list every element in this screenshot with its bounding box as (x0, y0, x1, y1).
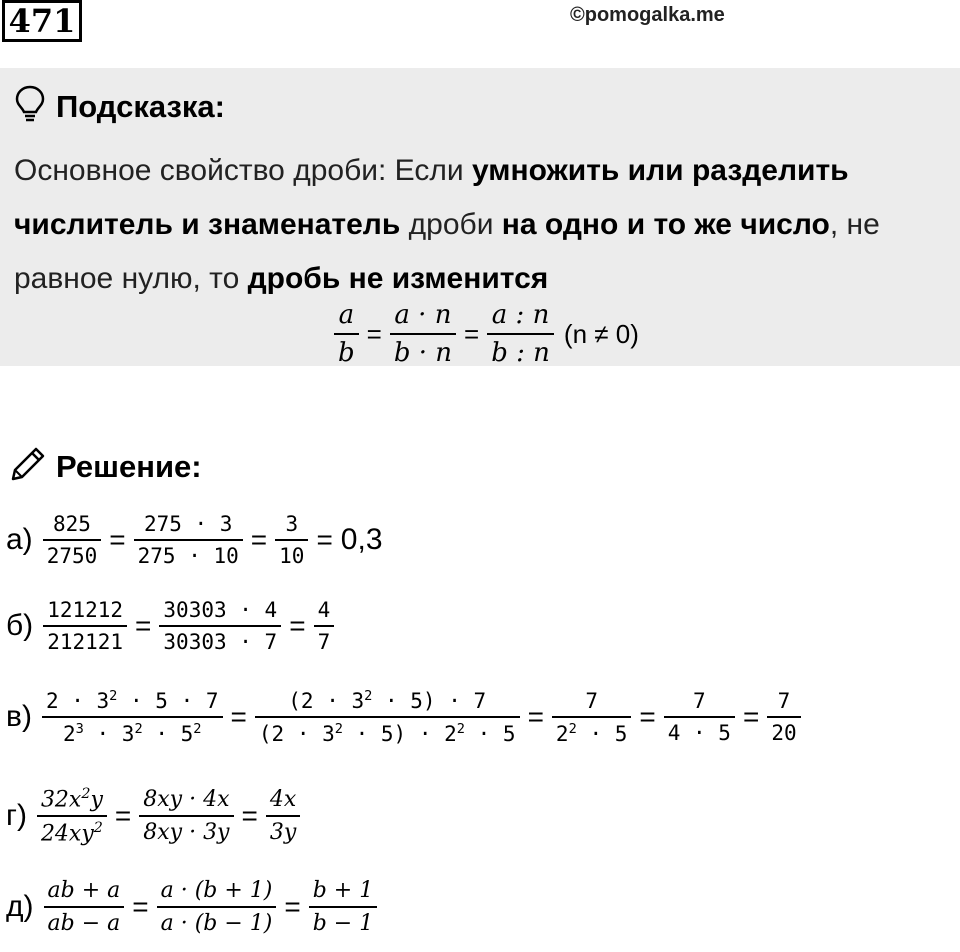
denominator: 7 (317, 630, 331, 654)
numerator: $32x^2y$ (40, 786, 103, 813)
fraction (552, 689, 631, 746)
denominator: $24xy^2$ (40, 820, 103, 847)
fraction (44, 878, 125, 936)
hint-text-part: дроби (400, 208, 502, 241)
numerator: 8xy · 4x (143, 787, 230, 813)
row-label: а) (6, 523, 33, 556)
denominator: b − 1 (312, 911, 374, 936)
numerator: ab + a (47, 878, 121, 903)
solution-header (10, 446, 202, 487)
fraction (157, 878, 277, 936)
denominator: 20 (771, 721, 797, 745)
hint-title: Подсказка: (56, 88, 225, 124)
numerator: 7 (777, 689, 791, 713)
numerator: a · (b + 1) (160, 878, 273, 903)
fraction (255, 688, 520, 746)
numerator: a · n (394, 300, 452, 330)
fraction (390, 300, 456, 368)
row-label: б) (6, 609, 34, 642)
denominator: b · n (393, 338, 453, 368)
denominator: 30303 · 7 (163, 630, 278, 654)
hint-bold-part: на одно и то же число (501, 208, 830, 241)
fraction (309, 878, 378, 936)
numerator: a (338, 300, 355, 330)
equals-sign: = (742, 701, 760, 732)
solution-row-c (6, 688, 805, 746)
numerator: $2 \cdot 3^2 \cdot 5 \cdot 7$ (45, 688, 219, 713)
denominator: b (338, 338, 355, 368)
solution-row-d (6, 786, 304, 847)
denominator: $(2 \cdot 3^2 \cdot 5) \cdot 2^2 \cdot 5$ (258, 721, 516, 746)
numerator: 30303 · 4 (163, 598, 278, 622)
row-label: д) (6, 890, 34, 923)
denominator: ab − a (47, 911, 121, 936)
row-label: в) (6, 700, 32, 733)
hint-header (14, 84, 225, 129)
numerator: 7 (693, 689, 706, 713)
equals-sign: = (366, 318, 382, 349)
denominator: b : n (491, 338, 550, 368)
fraction (767, 689, 800, 745)
hint-bold-part: умножить или разделить (471, 154, 849, 187)
denominator: 212121 (47, 630, 124, 654)
equals-sign: = (132, 891, 149, 922)
denominator: 3y (269, 820, 297, 846)
equals-sign: = (241, 800, 258, 832)
hint-bold-part: дробь не изменится (247, 262, 549, 295)
fraction (159, 598, 281, 654)
denominator: 8xy · 3y (143, 820, 230, 846)
fraction (334, 300, 359, 368)
equals-sign: = (114, 800, 132, 832)
hint-bold-part: числитель и знаменатель (14, 208, 401, 241)
solution-row-a (6, 512, 383, 568)
fraction (42, 688, 223, 746)
solution-row-b (6, 598, 338, 654)
fraction (314, 598, 335, 654)
task-number: 471 (2, 0, 82, 42)
fraction (43, 512, 102, 568)
equals-sign: = (230, 701, 247, 732)
result: 0,3 (340, 523, 383, 556)
equals-sign: = (639, 701, 656, 732)
lightbulb-icon (14, 84, 46, 129)
fraction (275, 512, 308, 568)
row-label: г) (6, 799, 27, 833)
fraction (139, 787, 233, 845)
denominator: 275 · 10 (137, 544, 239, 568)
equals-sign: = (464, 318, 480, 349)
hint-formula (330, 300, 639, 368)
denominator: a · (b − 1) (160, 911, 273, 936)
pencil-icon (10, 446, 46, 487)
fraction (266, 787, 300, 845)
equals-sign: = (289, 610, 306, 641)
condition: (n ≠ 0) (563, 318, 639, 349)
numerator: 7 (585, 688, 598, 713)
numerator: a : n (491, 300, 550, 330)
hint-text (14, 144, 954, 306)
equals-sign: = (135, 610, 152, 641)
numerator: $(2 \cdot 3^2 \cdot 5) \cdot 7$ (288, 688, 487, 713)
numerator: 275 · 3 (143, 512, 233, 536)
denominator: 10 (279, 544, 305, 568)
solution-title: Решение: (56, 448, 202, 484)
numerator: 3 (285, 512, 299, 536)
numerator: b + 1 (312, 878, 374, 903)
equals-sign: = (109, 524, 126, 555)
equals-sign: = (250, 524, 268, 555)
fraction (43, 598, 127, 654)
numerator: 825 (53, 512, 91, 536)
numerator: 121212 (47, 598, 124, 622)
denominator: $2^2 \cdot 5$ (555, 720, 628, 746)
denominator: 4 · 5 (667, 721, 731, 745)
hint-text-part: Основное свойство дроби: Если (14, 154, 472, 187)
fraction (134, 512, 243, 568)
equals-sign: = (284, 891, 301, 922)
denominator: 2750 (46, 544, 98, 568)
fraction (37, 786, 107, 847)
numerator: 4 (317, 598, 331, 622)
hint-box (0, 68, 960, 366)
equals-sign: = (527, 701, 544, 732)
hint-text-part: , не равное нулю, то (14, 208, 880, 295)
equals-sign: = (316, 524, 333, 555)
fraction (487, 300, 554, 368)
fraction (664, 689, 735, 745)
denominator: $2^3 \cdot 3^2 \cdot 5^2$ (63, 721, 202, 746)
watermark: ©pomogalka.me (570, 4, 725, 26)
numerator: 4x (269, 787, 297, 813)
solution-row-e (6, 878, 381, 936)
